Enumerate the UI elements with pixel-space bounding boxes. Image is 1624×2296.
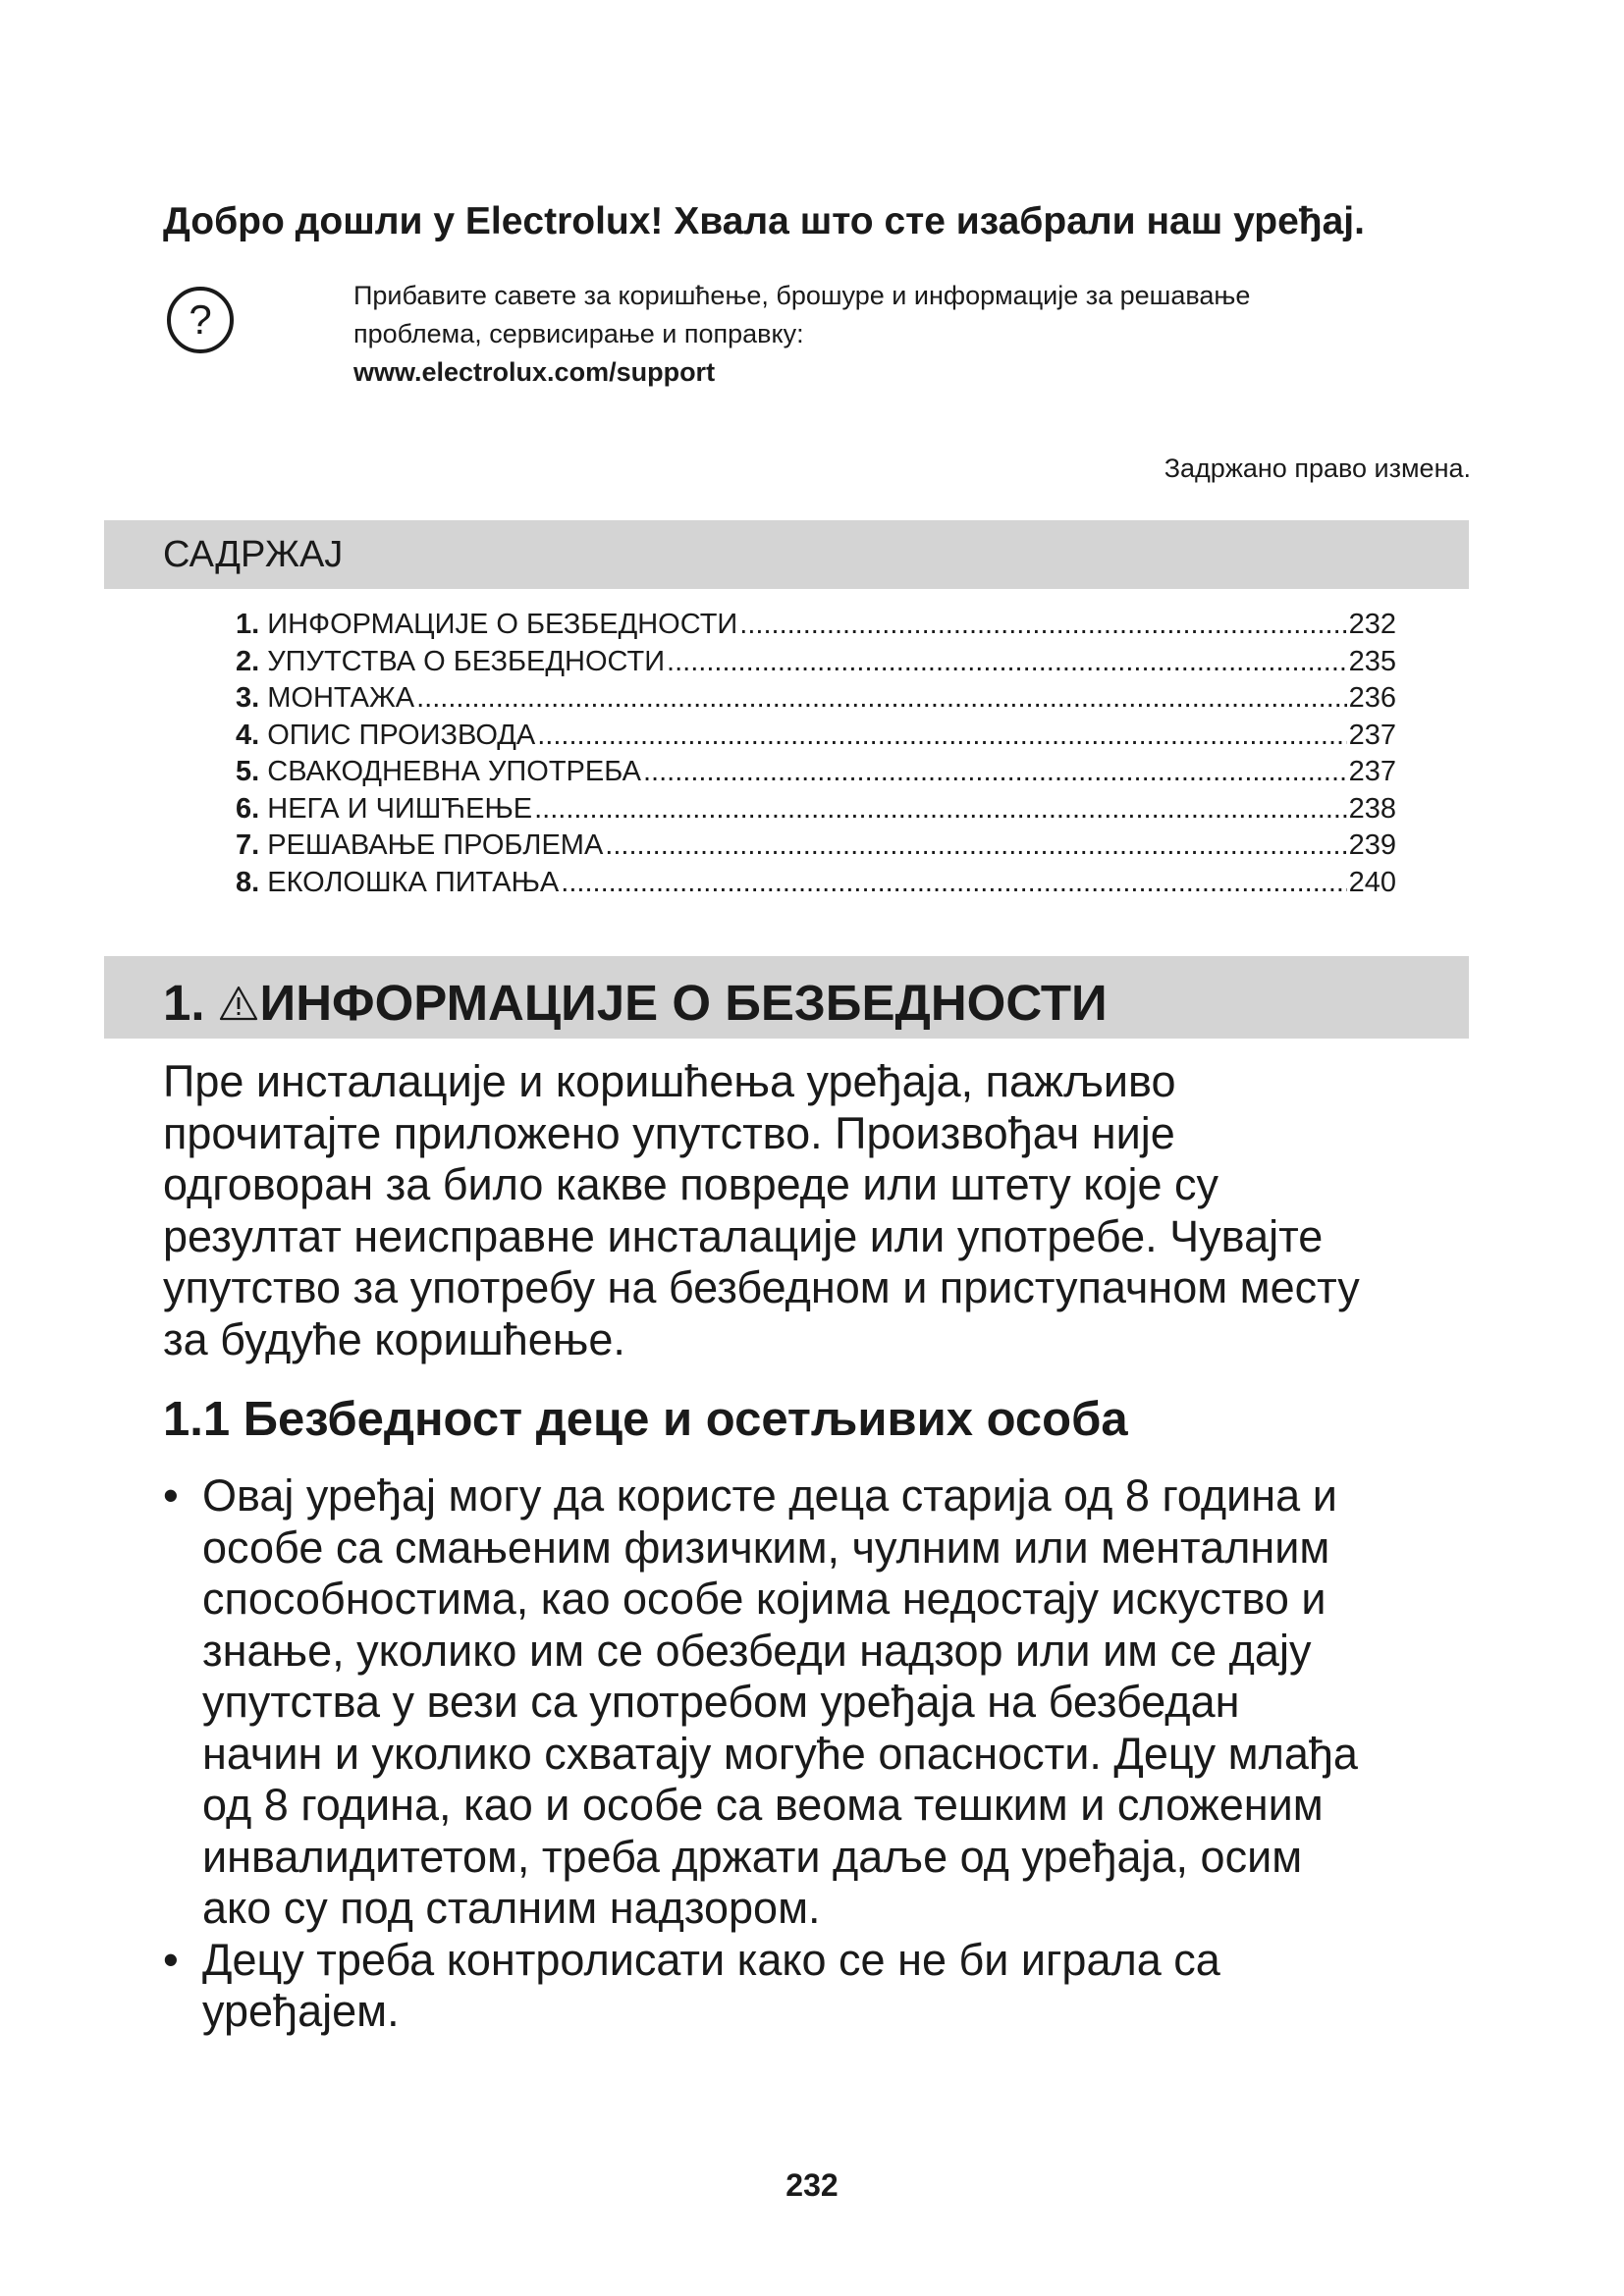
toc-entry-number: 2. [236,645,260,677]
toc-leader-dots [605,828,1346,865]
bullet-line: начин и уколико схватају могуће опасности. Децу млађа [202,1728,1358,1779]
toc-entry[interactable] [236,644,1396,681]
toc-entry[interactable] [236,607,1396,644]
list-item [163,1470,1479,1935]
toc-entry-label: СВАКОДНЕВНА УПОТРЕБА [267,756,641,787]
bullet-line: уређајем. [202,1986,400,2036]
support-line-2: проблема, сервисирање и поправку: [353,319,804,348]
toc-entry-label: РЕШАВАЊЕ ПРОБЛЕМА [267,829,604,861]
bullet-line: Овај уређај могу да користе деца старија од 8 година и [202,1470,1337,1521]
section-title: ИНФОРМАЦИЈЕ О БЕЗБЕДНОСТИ [259,975,1108,1031]
toc-entry-number: 1. [236,609,260,640]
bullet-line: знање, уколико им се обезбеди надзор или им се дају [202,1625,1312,1676]
toc-entry-page: 232 [1348,609,1396,640]
bullet-text [202,1935,1479,2038]
list-item [163,1935,1479,2038]
intro-line: упутство за употребу на безбедном и приступачном месту [163,1262,1360,1312]
toc-leader-dots [643,754,1347,791]
toc-leader-dots [667,644,1347,681]
toc-entry-page: 240 [1348,866,1396,898]
toc-entry[interactable] [236,680,1396,718]
toc-leader-dots [534,791,1347,828]
toc-entry-page: 239 [1348,829,1396,861]
bullet-line: Децу треба контролисати како се не би играла са [202,1934,1220,1985]
svg-text:?: ? [189,296,212,343]
bullet-marker: • [163,1934,179,1985]
rights-notice: Задржано право измена. [1164,454,1471,483]
toc-title: САДРЖАЈ [163,534,344,575]
warning-triangle-icon [219,986,258,1021]
toc-entry-label: ИНФОРМАЦИЈЕ О БЕЗБЕДНОСТИ [267,609,738,640]
toc-leader-dots [739,607,1346,644]
toc-leader-dots [416,680,1346,718]
toc-entry-label: УПУТСТВА О БЕЗБЕДНОСТИ [267,645,666,677]
safety-bullet-list [163,1470,1479,2038]
toc-entry[interactable] [236,791,1396,828]
bullet-line: инвалидитетом, треба држати даље од уређаја, осим [202,1831,1303,1882]
toc-entry-page: 237 [1348,756,1396,787]
toc-entry-page: 237 [1348,719,1396,751]
support-line-1: Прибавите савете за коришћење, брошуре и информације за решавање [353,281,1251,310]
subsection-heading: 1.1 Безбедност деце и осетљивих особа [163,1393,1128,1446]
bullet-line: ако су под сталним надзором. [202,1883,821,1933]
intro-line: Пре инсталације и коришћења уређаја, пажљиво [163,1056,1176,1106]
toc-entry-number: 7. [236,829,260,861]
toc-entry[interactable] [236,828,1396,865]
toc-entry-number: 8. [236,866,260,898]
bullet-line: особе са смањеним физичким, чулним или менталним [202,1522,1330,1573]
intro-line: резултат неисправне инсталације или употребе. Чувајте [163,1210,1324,1261]
bullet-line: од 8 година, као и особе са веома тешким и сложеним [202,1780,1324,1830]
toc-entry-number: 4. [236,719,260,751]
toc-entry-label: МОНТАЖА [267,682,415,714]
toc-entry-label: ЕКОЛОШКА ПИТАЊА [267,866,560,898]
support-text [353,277,1250,392]
toc-entry[interactable] [236,718,1396,755]
table-of-contents [236,607,1396,901]
toc-entry-page: 238 [1348,792,1396,825]
intro-line: прочитајте приложено упутство. Произвођач није [163,1107,1175,1158]
page-number: 232 [785,2167,839,2203]
toc-entry-number: 5. [236,756,260,787]
toc-entry-page: 236 [1348,682,1396,714]
support-url-link[interactable]: www.electrolux.com/support [353,357,716,387]
toc-entry-label: ОПИС ПРОИЗВОДА [267,719,536,751]
bullet-line: способностима, као особе којима недостају искуство и [202,1574,1326,1624]
toc-entry[interactable] [236,754,1396,791]
toc-entry-number: 6. [236,792,260,825]
toc-entry[interactable] [236,865,1396,902]
section-number: 1. [163,975,205,1031]
section-1-heading [163,974,1108,1032]
toc-leader-dots [561,865,1346,902]
bullet-text [202,1470,1479,1935]
toc-entry-number: 3. [236,682,260,714]
welcome-heading: Добро дошли у Electrolux! Хвала што сте изабрали наш уређај. [163,200,1365,242]
toc-entry-label: НЕГА И ЧИШЋЕЊЕ [267,792,533,825]
toc-entry-page: 235 [1348,645,1396,677]
intro-line: за будуће коришћење. [163,1313,625,1364]
bullet-marker: • [163,1470,179,1521]
question-circle-icon [165,285,236,355]
bullet-line: упутства у вези са употребом уређаја на безбедан [202,1677,1240,1727]
intro-line: одговоран за било какве повреде или штету које су [163,1159,1219,1209]
section-intro-paragraph [163,1056,1479,1365]
toc-leader-dots [537,718,1346,755]
